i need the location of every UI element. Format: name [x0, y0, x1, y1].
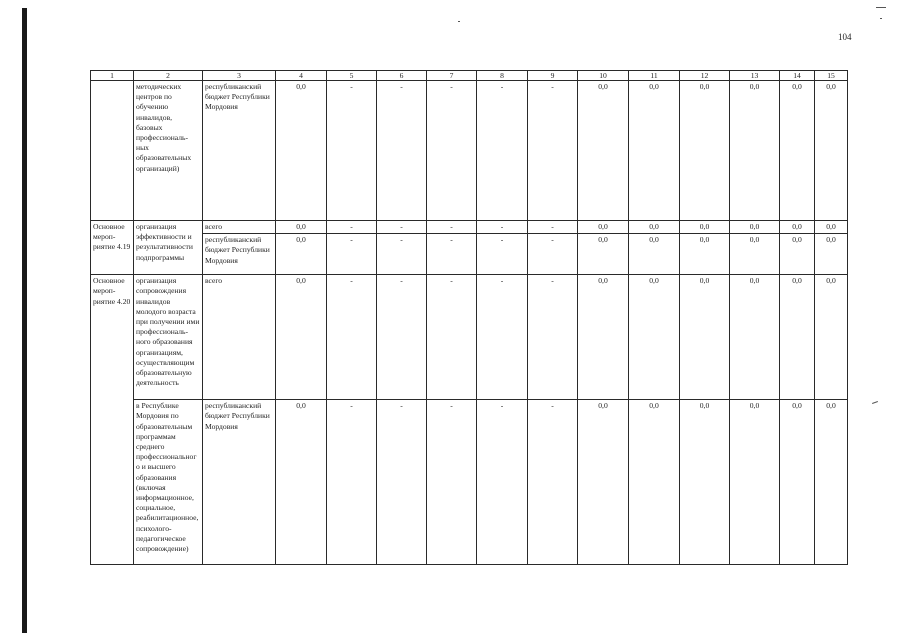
value-cell: - — [377, 275, 427, 400]
speck — [880, 18, 882, 19]
description-cell: организация сопровождения инвалидов молодого возраста при получении ими профессиональ-ного образования организациям, осуществляющим образовательную деятельность — [134, 275, 203, 400]
activity-cell: Основное мероп-риятие 4.20 — [91, 275, 134, 565]
value-cell: 0,0 — [629, 400, 680, 565]
value-cell: 0,0 — [276, 81, 327, 221]
description-cell: организация эффективности и результативности подпрограммы — [134, 221, 203, 275]
value-cell: - — [477, 234, 528, 275]
budget-table — [90, 70, 848, 565]
value-cell: 0,0 — [780, 81, 815, 221]
col-header: 5 — [327, 71, 377, 81]
value-cell: - — [427, 234, 477, 275]
value-cell: 0,0 — [276, 400, 327, 565]
value-cell: 0,0 — [680, 234, 730, 275]
col-header: 9 — [528, 71, 578, 81]
col-header: 2 — [134, 71, 203, 81]
value-cell: 0,0 — [780, 234, 815, 275]
value-cell: - — [528, 275, 578, 400]
funding-source-cell: всего — [203, 221, 276, 234]
table-row — [91, 234, 848, 275]
col-header: 15 — [815, 71, 848, 81]
header-row — [91, 71, 848, 81]
value-cell: - — [327, 400, 377, 565]
value-cell: - — [377, 400, 427, 565]
value-cell: 0,0 — [629, 234, 680, 275]
value-cell: - — [377, 81, 427, 221]
value-cell: 0,0 — [730, 221, 780, 234]
value-cell: - — [477, 400, 528, 565]
value-cell: 0,0 — [780, 275, 815, 400]
value-cell: 0,0 — [578, 81, 629, 221]
value-cell: 0,0 — [680, 81, 730, 221]
value-cell: - — [528, 221, 578, 234]
funding-source-cell: республиканский бюджет Республики Мордовия — [203, 400, 276, 565]
funding-source-cell: республиканский бюджет Республики Мордовия — [203, 234, 276, 275]
value-cell: 0,0 — [815, 275, 848, 400]
description-cell: в Республике Мордовия по образовательным программам среднего профессионального и высшего образования (включая информационное, социальное, реабилитационное, психолого-педагогическое сопровождение) — [134, 400, 203, 565]
table-row — [91, 221, 848, 234]
col-header: 14 — [780, 71, 815, 81]
value-cell: 0,0 — [815, 221, 848, 234]
value-cell: - — [528, 81, 578, 221]
col-header: 7 — [427, 71, 477, 81]
value-cell: 0,0 — [578, 234, 629, 275]
value-cell: - — [327, 234, 377, 275]
value-cell: - — [327, 81, 377, 221]
value-cell: 0,0 — [730, 234, 780, 275]
col-header: 10 — [578, 71, 629, 81]
col-header: 8 — [477, 71, 528, 81]
value-cell: 0,0 — [780, 221, 815, 234]
activity-cell: Основное мероп-риятие 4.19 — [91, 221, 134, 275]
value-cell: - — [477, 275, 528, 400]
value-cell: - — [377, 234, 427, 275]
activity-cell — [91, 81, 134, 221]
table-row — [91, 81, 848, 221]
value-cell: 0,0 — [578, 275, 629, 400]
value-cell: 0,0 — [815, 234, 848, 275]
table-row — [91, 275, 848, 400]
col-header: 13 — [730, 71, 780, 81]
value-cell: 0,0 — [629, 81, 680, 221]
page-number: 104 — [838, 32, 852, 42]
value-cell: 0,0 — [730, 81, 780, 221]
col-header: 3 — [203, 71, 276, 81]
value-cell: 0,0 — [276, 234, 327, 275]
value-cell: - — [427, 221, 477, 234]
table-row — [91, 400, 848, 565]
value-cell: 0,0 — [680, 275, 730, 400]
value-cell: 0,0 — [629, 221, 680, 234]
funding-source-cell: всего — [203, 275, 276, 400]
col-header: 12 — [680, 71, 730, 81]
value-cell: 0,0 — [730, 275, 780, 400]
value-cell: 0,0 — [578, 400, 629, 565]
description-cell: методических центров по обучению инвалидов, базовых профессиональ-ных образовательных организаций) — [134, 81, 203, 221]
speck — [876, 7, 886, 8]
value-cell: - — [427, 81, 477, 221]
value-cell: 0,0 — [578, 221, 629, 234]
value-cell: - — [327, 221, 377, 234]
funding-source-cell: республиканский бюджет Республики Мордовия — [203, 81, 276, 221]
value-cell: 0,0 — [815, 400, 848, 565]
value-cell: - — [528, 234, 578, 275]
value-cell: 0,0 — [780, 400, 815, 565]
speck — [872, 401, 878, 404]
value-cell: - — [528, 400, 578, 565]
value-cell: 0,0 — [680, 400, 730, 565]
col-header: 1 — [91, 71, 134, 81]
value-cell: - — [427, 400, 477, 565]
col-header: 11 — [629, 71, 680, 81]
col-header: 4 — [276, 71, 327, 81]
value-cell: 0,0 — [680, 221, 730, 234]
value-cell: 0,0 — [815, 81, 848, 221]
value-cell: - — [427, 275, 477, 400]
value-cell: 0,0 — [629, 275, 680, 400]
value-cell: - — [377, 221, 427, 234]
value-cell: - — [477, 81, 528, 221]
speck — [458, 21, 460, 22]
value-cell: - — [327, 275, 377, 400]
scan-edge — [22, 8, 27, 633]
value-cell: 0,0 — [276, 221, 327, 234]
value-cell: 0,0 — [276, 275, 327, 400]
value-cell: 0,0 — [730, 400, 780, 565]
col-header: 6 — [377, 71, 427, 81]
value-cell: - — [477, 221, 528, 234]
